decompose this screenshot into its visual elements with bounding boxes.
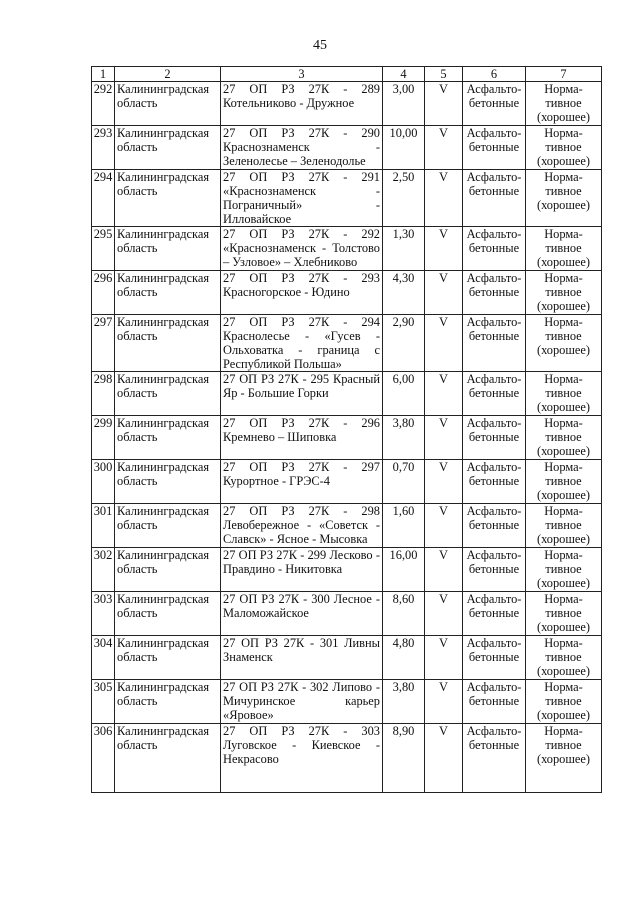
- row-number-cell: 292: [92, 82, 115, 126]
- road-name-cell: 27 ОП РЗ 27К - 302 Липово - Мичуринское карьер «Яровое»: [221, 680, 383, 724]
- region-cell: Калининградская область: [115, 126, 221, 170]
- length-cell: 6,00: [383, 372, 425, 416]
- row-number-cell: 293: [92, 126, 115, 170]
- page-number: 45: [313, 38, 327, 53]
- region-cell: Калининградская область: [115, 372, 221, 416]
- condition-cell: Норма-тивное (хорошее): [526, 592, 602, 636]
- condition-cell: Норма-тивное (хорошее): [526, 548, 602, 592]
- category-cell: V: [425, 592, 463, 636]
- length-cell: 4,80: [383, 636, 425, 680]
- surface-type-cell: Асфальто-бетонные: [463, 315, 526, 372]
- region-cell: Калининградская область: [115, 82, 221, 126]
- road-name-cell: 27 ОП РЗ 27К - 299 Лесково - Правдино - Никитовка: [221, 548, 383, 592]
- table-row: [92, 372, 602, 416]
- road-name-cell: 27 ОП РЗ 27К - 293 Красногорское - Юдино: [221, 271, 383, 315]
- column-header: 3: [221, 67, 383, 82]
- condition-cell: Норма-тивное (хорошее): [526, 416, 602, 460]
- surface-type-cell: Асфальто-бетонные: [463, 416, 526, 460]
- region-cell: Калининградская область: [115, 680, 221, 724]
- condition-cell: Норма-тивное (хорошее): [526, 372, 602, 416]
- roads-table: [91, 66, 602, 793]
- table-row: [92, 227, 602, 271]
- category-cell: V: [425, 82, 463, 126]
- road-name-cell: 27 ОП РЗ 27К - 292 «Краснознаменск - Толстово – Узловое» – Хлебниково: [221, 227, 383, 271]
- length-cell: 1,60: [383, 504, 425, 548]
- category-cell: V: [425, 548, 463, 592]
- road-name-cell: 27 ОП РЗ 27К - 295 Красный Яр - Большие Горки: [221, 372, 383, 416]
- surface-type-cell: Асфальто-бетонные: [463, 592, 526, 636]
- road-name-cell: 27 ОП РЗ 27К - 303 Луговское - Киевское - Некрасово: [221, 724, 383, 793]
- region-cell: Калининградская область: [115, 315, 221, 372]
- table-row: [92, 416, 602, 460]
- surface-type-cell: Асфальто-бетонные: [463, 724, 526, 793]
- row-number-cell: 299: [92, 416, 115, 460]
- column-header: 6: [463, 67, 526, 82]
- category-cell: V: [425, 271, 463, 315]
- surface-type-cell: Асфальто-бетонные: [463, 372, 526, 416]
- table-row: [92, 636, 602, 680]
- table-row: [92, 504, 602, 548]
- table-row: [92, 724, 602, 793]
- table-row: [92, 680, 602, 724]
- table-body: [92, 82, 602, 793]
- length-cell: 16,00: [383, 548, 425, 592]
- table-row: [92, 548, 602, 592]
- length-cell: 8,90: [383, 724, 425, 793]
- length-cell: 3,80: [383, 680, 425, 724]
- region-cell: Калининградская область: [115, 504, 221, 548]
- column-header: 7: [526, 67, 602, 82]
- surface-type-cell: Асфальто-бетонные: [463, 680, 526, 724]
- road-name-cell: 27 ОП РЗ 27К - 291 «Краснознаменск - Пограничный» - Илловайское: [221, 170, 383, 227]
- category-cell: V: [425, 504, 463, 548]
- length-cell: 2,90: [383, 315, 425, 372]
- table-row: [92, 82, 602, 126]
- category-cell: V: [425, 126, 463, 170]
- row-number-cell: 294: [92, 170, 115, 227]
- condition-cell: Норма-тивное (хорошее): [526, 680, 602, 724]
- region-cell: Калининградская область: [115, 592, 221, 636]
- surface-type-cell: Асфальто-бетонные: [463, 636, 526, 680]
- row-number-cell: 296: [92, 271, 115, 315]
- length-cell: 2,50: [383, 170, 425, 227]
- row-number-cell: 301: [92, 504, 115, 548]
- category-cell: V: [425, 636, 463, 680]
- region-cell: Калининградская область: [115, 460, 221, 504]
- road-name-cell: 27 ОП РЗ 27К - 296 Кремнево – Шиповка: [221, 416, 383, 460]
- condition-cell: Норма-тивное (хорошее): [526, 271, 602, 315]
- table-row: [92, 271, 602, 315]
- length-cell: 0,70: [383, 460, 425, 504]
- table-row: [92, 592, 602, 636]
- region-cell: Калининградская область: [115, 271, 221, 315]
- row-number-cell: 300: [92, 460, 115, 504]
- length-cell: 8,60: [383, 592, 425, 636]
- header-row: [92, 67, 602, 82]
- surface-type-cell: Асфальто-бетонные: [463, 548, 526, 592]
- category-cell: V: [425, 680, 463, 724]
- length-cell: 10,00: [383, 126, 425, 170]
- road-name-cell: 27 ОП РЗ 27К - 298 Левобережное - «Советск - Славск» - Ясное - Мысовка: [221, 504, 383, 548]
- row-number-cell: 295: [92, 227, 115, 271]
- column-header: 4: [383, 67, 425, 82]
- condition-cell: Норма-тивное (хорошее): [526, 724, 602, 793]
- table-row: [92, 460, 602, 504]
- condition-cell: Норма-тивное (хорошее): [526, 636, 602, 680]
- category-cell: V: [425, 170, 463, 227]
- condition-cell: Норма-тивное (хорошее): [526, 126, 602, 170]
- row-number-cell: 305: [92, 680, 115, 724]
- road-name-cell: 27 ОП РЗ 27К - 294 Краснолесье - «Гусев - Ольховатка - граница с Республикой Польша»: [221, 315, 383, 372]
- row-number-cell: 297: [92, 315, 115, 372]
- row-number-cell: 304: [92, 636, 115, 680]
- road-name-cell: 27 ОП РЗ 27К - 301 Ливны Знаменск: [221, 636, 383, 680]
- column-header: 1: [92, 67, 115, 82]
- surface-type-cell: Асфальто-бетонные: [463, 170, 526, 227]
- length-cell: 1,30: [383, 227, 425, 271]
- region-cell: Калининградская область: [115, 416, 221, 460]
- road-name-cell: 27 ОП РЗ 27К - 300 Лесное - Маломожайское: [221, 592, 383, 636]
- row-number-cell: 302: [92, 548, 115, 592]
- surface-type-cell: Асфальто-бетонные: [463, 82, 526, 126]
- category-cell: V: [425, 372, 463, 416]
- condition-cell: Норма-тивное (хорошее): [526, 460, 602, 504]
- category-cell: V: [425, 315, 463, 372]
- region-cell: Калининградская область: [115, 170, 221, 227]
- condition-cell: Норма-тивное (хорошее): [526, 315, 602, 372]
- region-cell: Калининградская область: [115, 227, 221, 271]
- length-cell: 4,30: [383, 271, 425, 315]
- condition-cell: Норма-тивное (хорошее): [526, 82, 602, 126]
- row-number-cell: 306: [92, 724, 115, 793]
- surface-type-cell: Асфальто-бетонные: [463, 271, 526, 315]
- category-cell: V: [425, 227, 463, 271]
- length-cell: 3,00: [383, 82, 425, 126]
- row-number-cell: 303: [92, 592, 115, 636]
- category-cell: V: [425, 460, 463, 504]
- surface-type-cell: Асфальто-бетонные: [463, 227, 526, 271]
- surface-type-cell: Асфальто-бетонные: [463, 126, 526, 170]
- region-cell: Калининградская область: [115, 724, 221, 793]
- category-cell: V: [425, 724, 463, 793]
- road-name-cell: 27 ОП РЗ 27К - 289 Котельниково - Дружное: [221, 82, 383, 126]
- table-row: [92, 315, 602, 372]
- category-cell: V: [425, 416, 463, 460]
- condition-cell: Норма-тивное (хорошее): [526, 170, 602, 227]
- length-cell: 3,80: [383, 416, 425, 460]
- row-number-cell: 298: [92, 372, 115, 416]
- table-row: [92, 126, 602, 170]
- condition-cell: Норма-тивное (хорошее): [526, 227, 602, 271]
- region-cell: Калининградская область: [115, 548, 221, 592]
- surface-type-cell: Асфальто-бетонные: [463, 460, 526, 504]
- region-cell: Калининградская область: [115, 636, 221, 680]
- surface-type-cell: Асфальто-бетонные: [463, 504, 526, 548]
- column-header: 5: [425, 67, 463, 82]
- column-header: 2: [115, 67, 221, 82]
- table-row: [92, 170, 602, 227]
- road-name-cell: 27 ОП РЗ 27К - 297 Курортное - ГРЭС-4: [221, 460, 383, 504]
- condition-cell: Норма-тивное (хорошее): [526, 504, 602, 548]
- road-name-cell: 27 ОП РЗ 27К - 290 Краснознаменск - Зеленолесье – Зеленодолье: [221, 126, 383, 170]
